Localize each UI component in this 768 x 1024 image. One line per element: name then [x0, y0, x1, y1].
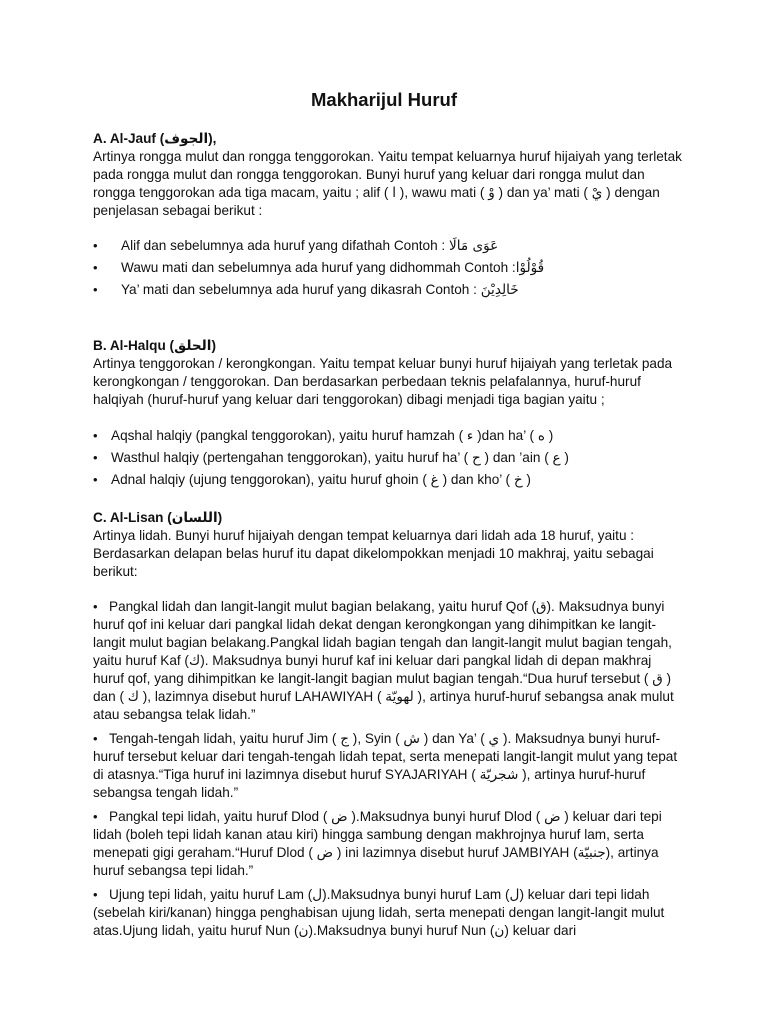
section-body: Artinya rongga mulut dan rongga tenggorokan. Yaitu tempat keluarnya huruf hijaiyah yang terletak pada rongga mulut dan rongga tenggorokan. Bunyi huruf yang keluar dari rongga mulut dan rongga tenggorokan ada tiga macam, yaitu ; alif ( ا ), wawu mati ( وْ ) dan ya’ mati ( يْ ) dengan penjelasan sebagai berikut :: [93, 149, 682, 218]
bullet-list: [93, 235, 683, 301]
section-al-jauf: [93, 130, 683, 220]
list-item: • Pangkal tepi lidah, yaitu huruf Dlod ( ض ).Maksudnya bunyi huruf Dlod ( ض ) keluar dari tepi lidah (boleh tepi lidah kanan atau kiri) hingga sambung dengan makhrojnya huruf lam, serta menepati gigi geraham.“Huruf Dlod ( ض ) ini lazimnya disebut huruf JAMBIYAH (جنبيّة), artinya huruf sebangsa tepi lidah.”: [93, 809, 662, 878]
list-item: • Alif dan sebelumnya ada huruf yang difathah Contoh : عَوَى مَالَا: [93, 235, 683, 257]
bullet-icon: •: [93, 887, 98, 902]
list-item: • Ujung tepi lidah, yaitu huruf Lam (ل).Maksudnya bunyi huruf Lam (ل) keluar dari tepi lidah (sebelah kiri/kanan) hingga penghabisan ujung lidah, serta menepati dengan langit-langit mulut atas.Ujung lidah, yaitu huruf Nun (ن).Maksudnya bunyi huruf Nun (ن) keluar dari: [93, 887, 665, 938]
section-al-halqu-list: [93, 425, 683, 491]
section-heading: C. Al-Lisan (اللسان): [93, 510, 223, 526]
section-body: Artinya lidah. Bunyi huruf hijaiyah dengan tempat keluarnya dari lidah ada 18 huruf, yaitu : Berdasarkan delapan belas huruf itu dapat dikelompokkan menjadi 10 makhraj, yaitu sebagai berikut:: [93, 528, 654, 579]
list-item: • Wawu mati dan sebelumnya ada huruf yang didhommah Contoh :قُوْلُوْا: [93, 257, 683, 279]
section-al-halqu: [93, 337, 683, 409]
list-item: • Aqshal halqiy (pangkal tenggorokan), yaitu huruf hamzah ( ء )dan ha’ ( ه ): [93, 425, 683, 447]
section-body: Artinya tenggorokan / kerongkongan. Yaitu tempat keluar bunyi huruf hijaiyah yang terletak pada kerongkongan / tenggorokan. Dan berdasarkan perbedaan teknis pelafalannya, huruf-huruf halqiyah (huruf-huruf yang keluar dari tenggorokan) dibagi menjadi tiga bagian yaitu ;: [93, 356, 673, 407]
bullet-list: [93, 425, 683, 491]
list-item: • Adnal halqiy (ujung tenggorokan), yaitu huruf ghoin ( غ ) dan kho’ ( خ ): [93, 469, 683, 491]
page-title: Makharijul Huruf: [311, 89, 457, 110]
section-heading: B. Al-Halqu (الحلق): [93, 338, 216, 354]
list-item: • Wasthul halqiy (pertengahan tenggorokan), yaitu huruf ha’ ( ح ) dan ’ain ( ع ): [93, 447, 683, 469]
section-al-lisan-list: [93, 598, 683, 946]
section-heading: A. Al-Jauf (الجوف),: [93, 131, 217, 147]
section-al-lisan: [93, 509, 683, 581]
bullet-icon: •: [93, 809, 98, 824]
list-item: • Ya’ mati dan sebelumnya ada huruf yang dikasrah Contoh : خَالِدِيْنَ: [93, 279, 683, 301]
section-al-jauf-list: [93, 235, 683, 301]
bullet-icon: •: [93, 599, 98, 614]
list-item: • Tengah-tengah lidah, yaitu huruf Jim ( ج ), Syin ( ش ) dan Ya’ ( ي ). Maksudnya bunyi huruf-huruf tersebut keluar dari tengah-tengah lidah tepat, serta menepati langit-langit mulut yang tepat di atasnya.“Tiga huruf ini lazimnya disebut huruf SYAJARIYAH ( شجريّة ), artinya huruf-huruf sebangsa tengah lidah.”: [93, 731, 678, 800]
list-item: • Pangkal lidah dan langit-langit mulut bagian belakang, yaitu huruf Qof (ق). Maksudnya bunyi huruf qof ini keluar dari pangkal lidah dekat dengan kerongkongan yang dihimpitkan ke langit-langit mulut bagian belakang.Pangkal lidah bagian tengah dan langit-langit mulut bagian tengah, yaitu huruf Kaf (ك). Maksudnya bunyi huruf kaf ini keluar dari pangkal lidah di depan makhraj huruf qof, yang dihimpitkan ke langit-langit bagian mulut bagian tengah.“Dua huruf tersebut ( ق ) dan ( ك ), lazimnya disebut huruf LAHAWIYAH ( لهويّة ), artinya huruf-huruf sebangsa anak mulut atau sebangsa telak lidah.”: [93, 599, 674, 722]
bullet-icon: •: [93, 731, 98, 746]
